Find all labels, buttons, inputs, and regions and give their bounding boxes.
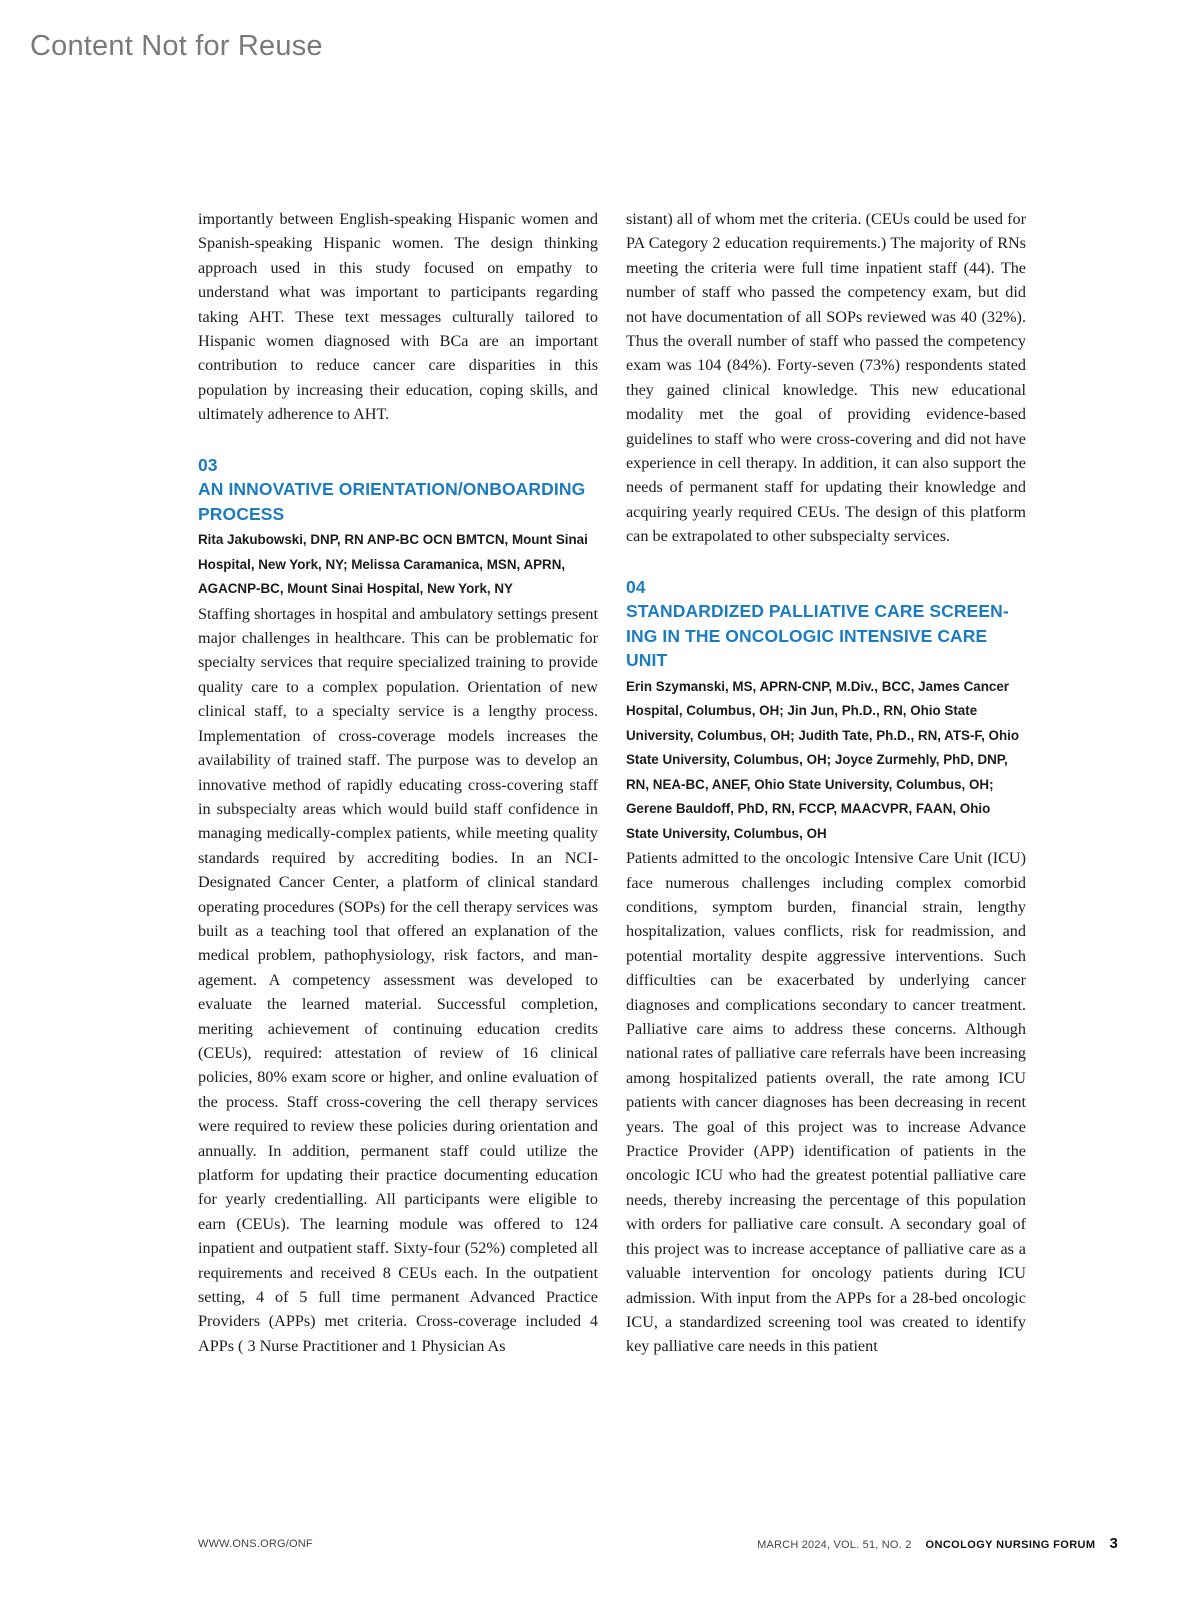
footer-info	[757, 1535, 1118, 1552]
page-number: 3	[1109, 1535, 1118, 1552]
right-column	[626, 207, 1026, 1359]
authors-palliative: Erin Szymanski, MS, APRN-CNP, M.Div., BCC, James Cancer Hospital, Columbus, OH; Jin Jun, Ph.D., RN, Ohio State University, Columbus, OH; Judith Tate, Ph.D., RN, ATS-F, Ohio State University, Columbus, OH; Joyce Zurmehly, PhD, DNP, RN, NEA-BC, ANEF, Ohio State University, Columbus, OH; Gerene Bauldoff, PhD, RN, FCCP, MAACVPR, FAAN, Ohio State University, Columbus, OH	[626, 678, 1020, 841]
section-title-palliative: STANDARDIZED PALLIATIVE CARE SCREENING IN THE ONCOLOGIC INTENSIVE CARE UNIT	[626, 601, 1009, 671]
continuation-paragraph: sistant) all of whom met the criteria. (CEUs could be used for PA Category 2 education requirements.) The majority of RNs meeting the criteria were full time inpatient staff (44). The number of staff who passed the competency exam, but did not have documentation of all SOPs reviewed was 40 (32%). Thus the overall number of staff who passed the competency exam was 104 (84%). Forty-seven (73%) respondents stated they gained clinical knowledge. This new educational modality met the goal of providing evidence-based guidelines to staff who were cross-covering and did not have experience in cell therapy. In addition, it can also support the needs of permanent staff for updating their knowledge and acquiring yearly required CEUs. The design of this platform can be extrapolated to other subspecialty services.	[626, 210, 1026, 546]
body-palliative: Patients admitted to the oncologic Intensive Care Unit (ICU) face numerous challenges including complex comorbid conditions, symptom burden, financial strain, lengthy hospitalization, values conflicts, risk for readmission, and potential mortality despite aggressive interventions. Such difficulties can be exacerbated by underlying cancer diagnoses and complications secondary to cancer treatment. Palliative care aims to address these concerns. Although national rates of palliative care referrals have been increasing among hospitalized patients overall, the rate among ICU patients with cancer diagnoses has been decreasing in recent years. The goal of this project was to increase Advance Practice Provider (APP) identification of patients in the oncologic ICU who had the greatest potential palliative care needs, thereby increasing the percentage of this population with orders for palliative care consult. A secondary goal of this project was to increase acceptance of palliative care as a valuable intervention for oncology patients during ICU admission. With input from the APPs for a 28-bed oncologic ICU, a standardized screening tool was created to identify key palliative care needs in this patient	[626, 849, 1026, 1356]
footer-url[interactable]: WWW.ONS.ORG/ONF	[198, 1538, 313, 1550]
footer-journal: ONCOLOGY NURSING FORUM	[925, 1539, 1096, 1551]
section-number-03: 03	[198, 454, 218, 475]
footer-issue: MARCH 2024, VOL. 51, NO. 2	[757, 1539, 912, 1551]
left-column	[198, 207, 598, 1358]
authors-orientation: Rita Jakubowski, DNP, RN ANP-BC OCN BMTCN, Mount Sinai Hospital, New York, NY; Melissa Caramanica, MSN, APRN, AGACNP-BC, Mount Sinai Hospital, New York, NY	[198, 532, 588, 597]
intro-paragraph: importantly between English-speaking Hispanic women and Spanish-speaking Hispanic women. The design thinking approach used in this study focused on empathy to understand what was important to participants regarding taking AHT. These text messages culturally tailored to Hispanic women diagnosed with BCa are an important contribution to reduce cancer care disparities in this population by increasing their education, coping skills, and ultimately adherence to AHT.	[198, 210, 598, 424]
body-orientation: Staffing shortages in hospital and ambulatory settings present major challenges in healthcare. This can be problematic for specialty services that require specialized training to provide quality care to a complex population. Orientation of new clinical staff, to a specialty service is a lengthy process. Implementation of cross-coverage models increases the availability of trained staff. The purpose was to develop an innovative method of rapidly educating cross-covering staff in subspecialty areas which would build staff confidence in managing medically-complex patients, while meeting quality standards required by accrediting bodies. In an NCI-Designated Cancer Center, a platform of clinical standard operating procedures (SOPs) for the cell therapy services was built as a teaching tool that offered an explanation of the medical problem, pathophysiology, risk factors, and management. A competency assessment was developed to evaluate the learned material. Successful completion, meriting achievement of continuing education credits (CEUs), required: attestation of review of 16 clinical policies, 80% exam score or higher, and online evaluation of the process. Staff cross-covering the cell therapy services were required to review these policies during orientation and annually. In addition, permanent staff could utilize the platform for updating their practice documenting education for yearly credentialling. All participants were eligible to earn (CEUs). The learning module was offered to 124 inpatient and outpatient staff. Sixty-four (52%) completed all requirements and received 8 CEUs each. In the outpatient setting, 4 of 5 full time permanent Advanced Practice Providers (APPs) met criteria. Cross-coverage included 4 APPs ( 3 Nurse Practitioner and 1 Physician As	[198, 604, 598, 1355]
watermark-text: Content Not for Reuse	[30, 30, 323, 62]
section-number-04: 04	[626, 576, 646, 597]
section-title-orientation: AN INNOVATIVE ORIENTATION/ONBOARDING PROCESS	[198, 479, 586, 524]
